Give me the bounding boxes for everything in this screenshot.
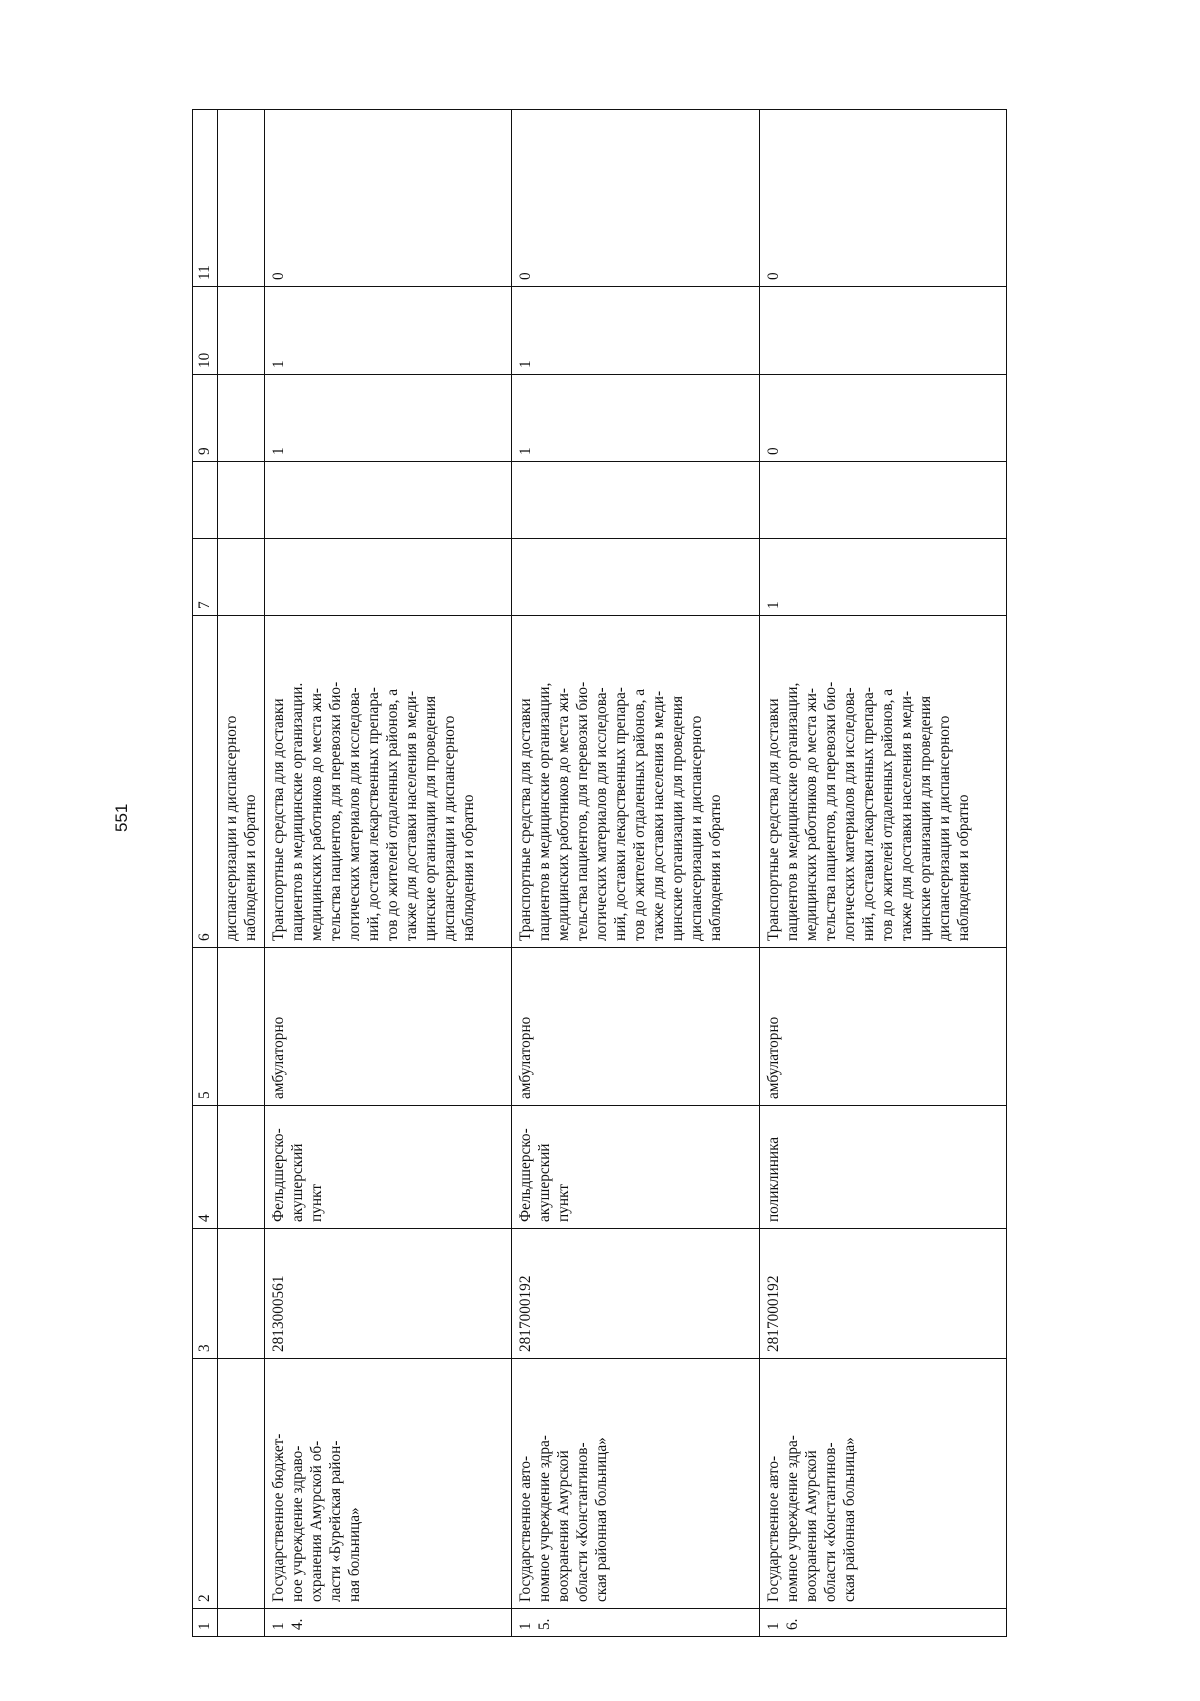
header-cell-7: 7 <box>193 539 218 616</box>
header-cell-2: 2 <box>193 1359 218 1609</box>
header-cell-9: 9 <box>193 375 218 462</box>
subdivision-cell <box>759 1106 1006 1229</box>
column-number-row <box>193 110 218 1637</box>
table-cell <box>218 1609 265 1637</box>
table-row <box>265 110 512 1637</box>
col10-cell: 1 <box>512 287 759 375</box>
col8-cell <box>512 462 759 539</box>
col9-cell: 0 <box>759 375 1006 462</box>
table-cell <box>218 539 265 616</box>
subdivision-cell <box>512 1106 759 1229</box>
description-text: Транспортные средства для доставки пациентов в медицинские организации, медицинских работников до места жи- тельства пациентов, для перевозки био- логических материалов для исследова- ний, доставки лекарственных препара- тов до жителей отдаленных районов, а также для доставки населения в меди- цинские организации для проведения диспансеризации и диспансерного наблюдения и обратно <box>764 681 972 941</box>
subdivision-text: поликлиника <box>764 1136 782 1222</box>
description-text: диспансеризации и диспансерного наблюдения и обратно <box>223 715 259 941</box>
organization-cell <box>512 1359 759 1609</box>
table-cell <box>218 1229 265 1359</box>
table-cell <box>218 462 265 539</box>
description-cell <box>759 616 1006 948</box>
header-cell-4: 4 <box>193 1106 218 1229</box>
col8-cell <box>265 462 512 539</box>
organization-cell <box>759 1359 1006 1609</box>
condition-cell: амбулаторно <box>759 948 1006 1106</box>
continuation-row <box>218 110 265 1637</box>
header-cell-6: 6 <box>193 616 218 948</box>
header-cell-3: 3 <box>193 1229 218 1359</box>
description-text: Транспортные средства для доставки пациентов в медицинские организации, медицинских работников до места жи- тельства пациентов, для перевозки био- логических материалов для исследова- ний, доставки лекарственных препара- тов до жителей отдаленных районов, а также для доставки населения в меди- цинские организации для проведения диспансеризации и диспансерного наблюдения и обратно <box>517 681 725 941</box>
table-cell <box>218 948 265 1106</box>
row-number: 14. <box>265 1609 512 1637</box>
col11-cell: 0 <box>512 110 759 287</box>
row-number: 16. <box>759 1609 1006 1637</box>
description-continuation <box>218 616 265 948</box>
header-cell-1: 1 <box>193 1609 218 1637</box>
table-row <box>512 110 759 1637</box>
page-number: 551 <box>112 803 131 832</box>
description-cell <box>512 616 759 948</box>
col10-cell: 1 <box>265 287 512 375</box>
rotated-table-container <box>192 110 1007 1637</box>
table-cell <box>218 110 265 287</box>
col8-cell <box>759 462 1006 539</box>
header-cell-5: 5 <box>193 948 218 1106</box>
table-cell <box>218 1359 265 1609</box>
header-cell-10: 10 <box>193 287 218 375</box>
header-cell-8 <box>193 462 218 539</box>
table-cell <box>218 1106 265 1229</box>
organization-text: Государственное бюджет- ное учреждение здраво- охранения Амурской об- ласти «Бурейская район- ная больница» <box>270 1433 363 1602</box>
data-table <box>192 109 1007 1637</box>
col7-cell: 1 <box>759 539 1006 616</box>
code-cell: 2817000192 <box>512 1229 759 1359</box>
code-cell: 2817000192 <box>759 1229 1006 1359</box>
condition-cell: амбулаторно <box>512 948 759 1106</box>
subdivision-text: Фельдшерско- акушерский пункт <box>270 1128 325 1222</box>
col7-cell <box>265 539 512 616</box>
col11-cell: 0 <box>265 110 512 287</box>
organization-text: Государственное авто- номное учреждение здра- воохранения Амурской области «Константинов- ская районная больница» <box>517 1435 611 1602</box>
condition-cell: амбулаторно <box>265 948 512 1106</box>
organization-cell <box>265 1359 512 1609</box>
table-row <box>759 110 1006 1637</box>
organization-text: Государственное авто- номное учреждение здра- воохранения Амурской области «Константинов- ская районная больница» <box>764 1435 858 1602</box>
table-cell <box>218 287 265 375</box>
col10-cell <box>759 287 1006 375</box>
col9-cell: 1 <box>265 375 512 462</box>
table-cell <box>218 375 265 462</box>
subdivision-cell <box>265 1106 512 1229</box>
subdivision-text: Фельдшерско- акушерский пункт <box>517 1128 573 1222</box>
col7-cell <box>512 539 759 616</box>
col9-cell: 1 <box>512 375 759 462</box>
row-number: 15. <box>512 1609 759 1637</box>
col11-cell: 0 <box>759 110 1006 287</box>
description-text: Транспортные средства для доставки пациентов в медицинские организации. медицинских работников до места жи- тельства пациентов, для перевозки био- логических материалов для исследова- ний, доставки лекарственных препара- тов до жителей отдаленных районов, а также для доставки населения в меди- цинские организации для проведения диспансеризации и диспансерного наблюдения и обратно <box>270 681 477 941</box>
code-cell: 2813000561 <box>265 1229 512 1359</box>
description-cell <box>265 616 512 948</box>
header-cell-11: 11 <box>193 110 218 287</box>
